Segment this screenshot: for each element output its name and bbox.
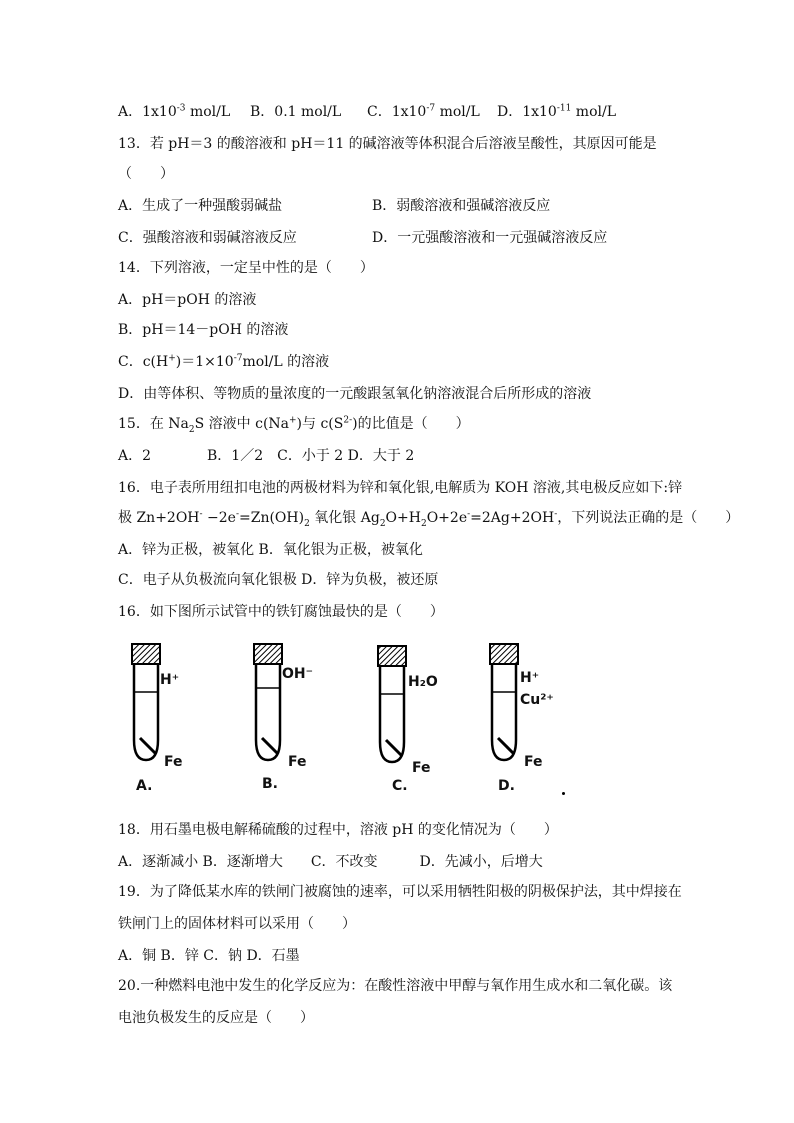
q12-option-c: C．$1x10^{-7}$ mol/L xyxy=(367,103,480,120)
q14-option-c: C．$c(H^+)=1\times 10^{-7}mol/L$ 的溶液 xyxy=(118,353,330,370)
tube-a-label: H⁺ xyxy=(160,672,180,688)
q16a-line2: 极 $Zn+2OH^- -2e^-=Zn(OH)_2$ 氧化银 $Ag_2O+H_2O+2e^-=2Ag+2OH^-$，下列说法正确的是（ ） xyxy=(118,509,740,529)
tube-b-label: OH⁻ xyxy=(282,666,314,682)
tube-a-letter: A. xyxy=(136,778,153,794)
q14-option-b: B．pH＝14－pOH 的溶液 xyxy=(118,322,289,338)
tube-d-fe: Fe xyxy=(524,754,543,770)
q13-option-b: B．弱酸溶液和强碱溶液反应 xyxy=(372,198,551,214)
q13-stem: 13．若 pH＝3 的酸溶液和 pH＝11 的碱溶液等体积混合后溶液呈酸性，其原因可能是 xyxy=(118,136,657,152)
q16a-line1: 16．电子表所用纽扣电池的两极材料为锌和氧化银,电解质为 KOH 溶液,其电极反应如下:锌 xyxy=(118,480,683,496)
q19-line2: 铁闸门上的固体材料可以采用（ ） xyxy=(118,916,356,932)
stray-dot xyxy=(562,792,565,795)
tube-c-letter: C. xyxy=(392,778,408,794)
test-tube-d-icon xyxy=(476,640,586,800)
q19-options: A．铜 B．锌 C．钠 D．石墨 xyxy=(118,948,300,964)
q15-options: A．2 B．1／2 C．小于 2 D．大于 2 xyxy=(118,448,415,464)
q16a-options-1: A．锌为正极，被氧化 B．氧化银为正极，被氧化 xyxy=(118,542,423,558)
tube-d-label: H⁺ xyxy=(520,670,540,686)
tube-c-label: H₂O xyxy=(408,674,438,690)
q13-paren: （ ） xyxy=(118,166,174,182)
q15-stem: 15．在 $Na_2S$ 溶液中 c(Na+)与 $c(S^{2-})$的比值是（ ） xyxy=(118,415,470,435)
test-tube-a xyxy=(120,640,230,800)
q16a-options-2: C．电子从负极流向氧化银极 D．锌为负极，被还原 xyxy=(118,572,439,588)
q20-line2: 电池负极发生的反应是（ ） xyxy=(118,1010,314,1026)
tube-b-fe: Fe xyxy=(288,754,307,770)
q16b-stem: 16．如下图所示试管中的铁钉腐蚀最快的是（ ） xyxy=(118,604,444,620)
test-tube-a-icon xyxy=(120,640,230,800)
test-tube-b-icon xyxy=(242,640,352,800)
q13-option-c: C．强酸溶液和弱碱溶液反应 xyxy=(118,230,297,246)
q13-option-a: A．生成了一种强酸弱碱盐 xyxy=(118,198,283,214)
test-tube-d xyxy=(476,640,586,800)
q14-option-d: D．由等体积、等物质的量浓度的一元酸跟氢氧化钠溶液混合后所形成的溶液 xyxy=(118,386,592,402)
q13-option-d: D．一元强酸溶液和一元强碱溶液反应 xyxy=(372,230,608,246)
test-tube-b xyxy=(242,640,352,800)
q20-line1: 20.一种燃料电池中发生的化学反应为：在酸性溶液中甲醇与氧作用生成水和二氧化碳。该 xyxy=(118,978,673,994)
q14-option-a: A．pH＝pOH 的溶液 xyxy=(118,292,257,308)
tube-a-fe: Fe xyxy=(164,754,183,770)
tube-d-letter: D. xyxy=(498,778,515,794)
tube-c-fe: Fe xyxy=(412,760,431,776)
q12-option-b: B．0.1 mol/L xyxy=(250,104,342,120)
tube-d-label-2: Cu²⁺ xyxy=(520,692,554,708)
test-tube-c-icon xyxy=(364,640,474,800)
q19-line1: 19．为了降低某水库的铁闸门被腐蚀的速率，可以采用牺牲阳极的阴极保护法，其中焊接在 xyxy=(118,884,682,900)
q12-option-a: A．$1x10^{-3}$ mol/L xyxy=(118,103,231,120)
test-tube-c xyxy=(364,640,474,800)
tube-b-letter: B. xyxy=(262,776,278,792)
q14-stem: 14．下列溶液，一定呈中性的是（ ） xyxy=(118,260,374,276)
q18-stem: 18．用石墨电极电解稀硫酸的过程中，溶液 pH 的变化情况为（ ） xyxy=(118,822,558,838)
q18-options: A．逐渐减小 B．逐渐增大 C．不改变 D．先减小，后增大 xyxy=(118,854,543,870)
q12-option-d: D．$1x10^{-11}$ mol/L xyxy=(497,103,616,120)
